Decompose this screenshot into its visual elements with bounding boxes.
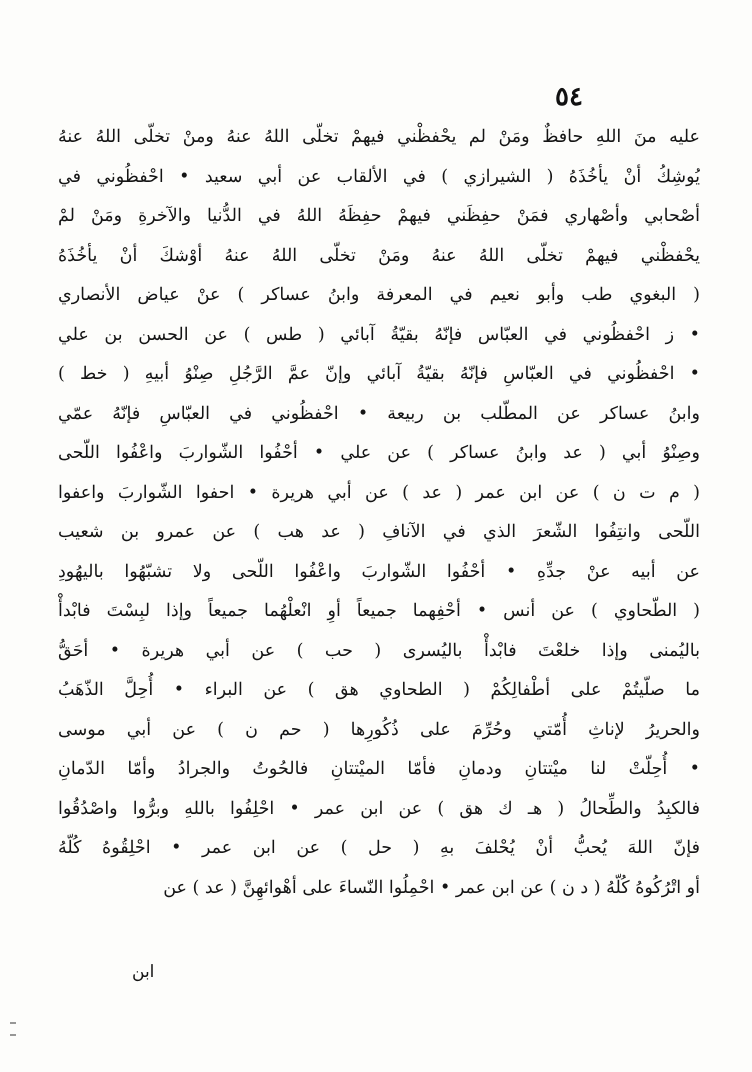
text-line: باليُمنى وإذا خلعْتَ فابْدأْ باليُسرى ( حب ) عن أبي هريرة • أحَقُّ (58, 640, 700, 661)
text-line: يحْفظْني فيهمْ تخلّى اللهُ عنهُ ومَنْ تخلّى اللهُ عنهُ أوْشكَ أنْ يأخُذَهُ (58, 245, 700, 266)
text-line: أو اتْرُكُوهُ كُلّهُ ( د ن ) عن ابن عمر • احْمِلُوا النّساءَ على أهْوائهِنَّ ( عد ) عن (163, 877, 700, 898)
text-line: يُوشِكُ أنْ يأخُذَهُ ( الشيرازي ) في الألقاب عن أبي سعيد • احْفظُوني في (58, 166, 700, 187)
scan-margin-mark (10, 1034, 16, 1036)
text-line: • ز احْفظُوني في العبّاس فإنّهُ بقيّةُ آبائي ( طس ) عن الحسن بن علي (58, 324, 700, 345)
page-number: ٥٤ (555, 82, 583, 112)
text-line: • احْفظُوني في العبّاسِ فإنّهُ بقيّةُ آبائي وإنّ عمَّ الرَّجُلِ صِنْوُ أبيهِ ( خط ) (58, 364, 700, 384)
text-line: والحريرُ لإناثِ أُمّتي وحُرِّمَ على ذُكُورِها ( حم ن ) عن أبي موسى (58, 719, 700, 740)
text-line: ما صلّيتُمْ على أطْفالِكُمْ ( الطحاوي هق ) عن البراء • أُحِلَّ الذّهَبُ (58, 680, 700, 700)
text-line: اللّحى وانتِفُوا الشّعرَ الذي في الآنافِ ( عد هب ) عن عمرو بن شعيب (58, 522, 700, 542)
text-line: فالكبِدُ والطِّحالُ ( هـ ك هق ) عن ابن عمر • احْلِفُوا باللهِ وبرُّوا واصْدُقُوا (58, 798, 700, 819)
text-line: • أُحِلّتْ لنا ميْتتانِ ودمانِ فأمّا الميْتتانِ فالحُوتُ والجرادُ وأمّا الدّمانِ (58, 759, 700, 779)
text-line: ( الطّحاوي ) عن أنس • أحْفِهما جميعاً أوِ انْعلْهُما جميعاً وإذا لبِسْتَ فابْدأْ (58, 601, 700, 621)
text-line: فإنّ اللهَ يُحبُّ أنْ يُحْلفَ بهِ ( حل ) عن ابن عمر • احْلِقُوهُ كُلّهُ (58, 838, 700, 858)
text-line: وابنُ عساكر عن المطّلب بن ربيعة • احْفظُوني في العبّاسِ فإنّهُ عمّي (58, 403, 700, 424)
body-text (58, 118, 700, 908)
catchword: ابن (132, 962, 155, 982)
scan-margin-mark (10, 1022, 16, 1024)
text-line: أصْحابي وأصْهاري فمَنْ حفِظَني فيهمْ حفِظَهُ اللهُ في الدُّنيا والآخرةِ ومَنْ لمْ (58, 206, 700, 226)
text-line: عن أبيه عنْ جدِّهِ • أحْفُوا الشّواربَ واعْفُوا اللّحى ولا تشبّهُوا باليهُودِ (58, 561, 700, 582)
text-line: وصِنْوُ أبي ( عد وابنُ عساكر ) عن علي • أحْفُوا الشّواربَ واعْفُوا اللّحى (58, 443, 700, 463)
text-line: ( م ت ن ) عن ابن عمر ( عد ) عن أبي هريرة • احفوا الشّواربَ واعفوا (58, 482, 700, 503)
text-line: عليه منَ اللهِ حافظٌ ومَنْ لم يحْفظْني فيهمْ تخلّى اللهُ عنهُ ومنْ تخلّى اللهُ عنهُ (58, 127, 700, 147)
text-line: ( البغوي طب وأبو نعيم في المعرفة وابنُ عساكر ) عنْ عياض الأنصاري (58, 285, 700, 305)
